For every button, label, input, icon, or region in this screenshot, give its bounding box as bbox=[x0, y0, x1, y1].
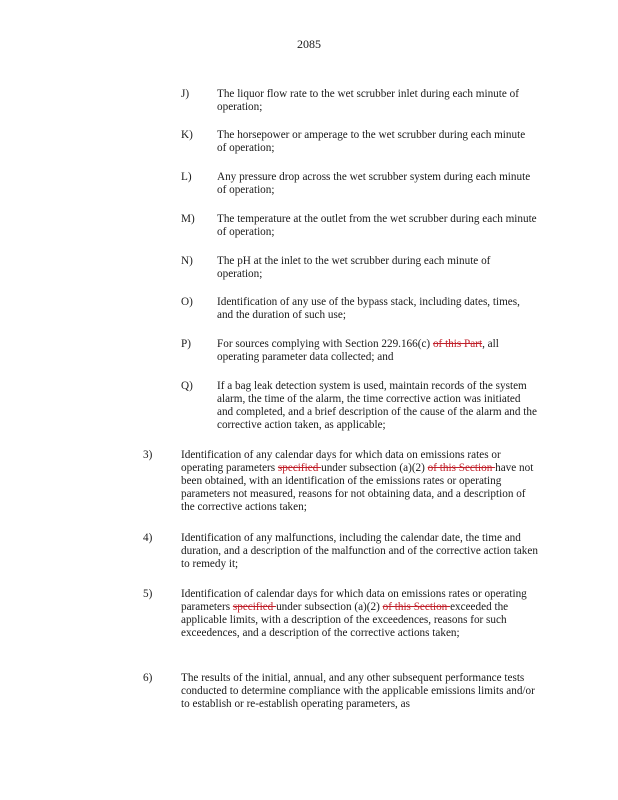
text-segment: Identification of calendar days for which data on emissions rates or operating parameters bbox=[181, 588, 527, 613]
struck-text: specified bbox=[277, 462, 322, 474]
text-segment: have not been obtained, with an identification of the emissions rates or operating parameters not measured, reasons for not obtaining data, and a description of the corrective actions taken; bbox=[181, 462, 534, 513]
text-segment: Identification of any malfunctions, including the calendar date, the time and duration, and a description of the malfunction and of the corrective action taken to remedy it; bbox=[181, 532, 538, 570]
item-marker: L) bbox=[181, 171, 192, 183]
page-number: 2085 bbox=[297, 37, 321, 51]
item-text bbox=[217, 338, 537, 364]
item-text bbox=[217, 213, 537, 239]
item-text bbox=[217, 129, 537, 155]
struck-text: of this Section bbox=[382, 601, 451, 613]
item-marker: M) bbox=[181, 213, 195, 225]
text-segment: Any pressure drop across the wet scrubber system during each minute of operation; bbox=[217, 171, 531, 196]
item-text bbox=[181, 449, 539, 514]
item-text bbox=[217, 255, 537, 281]
text-segment: The results of the initial, annual, and any other subsequent performance tests conducted to determine compliance with the applicable emissions limits and/or to establish or re-establish operating parameters, as bbox=[181, 672, 535, 710]
text-segment: The temperature at the outlet from the wet scrubber during each minute of operation; bbox=[217, 213, 537, 238]
text-segment: Identification of any use of the bypass stack, including dates, times, and the duration of such use; bbox=[217, 296, 520, 321]
item-text bbox=[217, 296, 537, 322]
text-segment: The pH at the inlet to the wet scrubber during each minute of operation; bbox=[217, 255, 491, 280]
item-marker: Q) bbox=[181, 380, 193, 392]
item-text bbox=[217, 88, 537, 114]
item-text bbox=[181, 532, 539, 571]
text-segment: Identification of any calendar days for which data on emissions rates or operating parameters bbox=[181, 449, 501, 474]
text-segment: exceeded the applicable limits, with a description of the exceedences, reasons for such exceedences, and a description of the corrective actions taken; bbox=[181, 601, 509, 639]
item-marker: N) bbox=[181, 255, 193, 267]
struck-text: of this Section bbox=[427, 462, 496, 474]
text-segment: , all operating parameter data collected; and bbox=[217, 338, 499, 363]
text-segment: The horsepower or amperage to the wet scrubber during each minute of operation; bbox=[217, 129, 526, 154]
text-segment: If a bag leak detection system is used, maintain records of the system alarm, the time of the alarm, the time corrective action was initiated and completed, and a brief description of the cause of the alarm and the corrective action taken, as applicable; bbox=[217, 380, 537, 431]
item-text bbox=[181, 588, 539, 640]
item-marker: P) bbox=[181, 338, 191, 350]
item-text bbox=[217, 171, 537, 197]
item-marker: J) bbox=[181, 88, 190, 100]
item-marker: K) bbox=[181, 129, 193, 141]
text-segment: For sources complying with Section 229.166(c) bbox=[217, 338, 433, 350]
item-marker: 6) bbox=[143, 672, 153, 684]
text-segment: under subsection (a)(2) bbox=[276, 601, 383, 613]
text-segment: under subsection (a)(2) bbox=[321, 462, 428, 474]
item-text bbox=[181, 672, 539, 711]
item-text bbox=[217, 380, 537, 432]
item-marker: 4) bbox=[143, 532, 153, 544]
item-marker: 5) bbox=[143, 588, 153, 600]
item-marker: O) bbox=[181, 296, 193, 308]
item-marker: 3) bbox=[143, 449, 153, 461]
struck-text: of this Part bbox=[432, 338, 483, 350]
struck-text: specified bbox=[232, 601, 277, 613]
text-segment: The liquor flow rate to the wet scrubber inlet during each minute of operation; bbox=[217, 88, 519, 113]
